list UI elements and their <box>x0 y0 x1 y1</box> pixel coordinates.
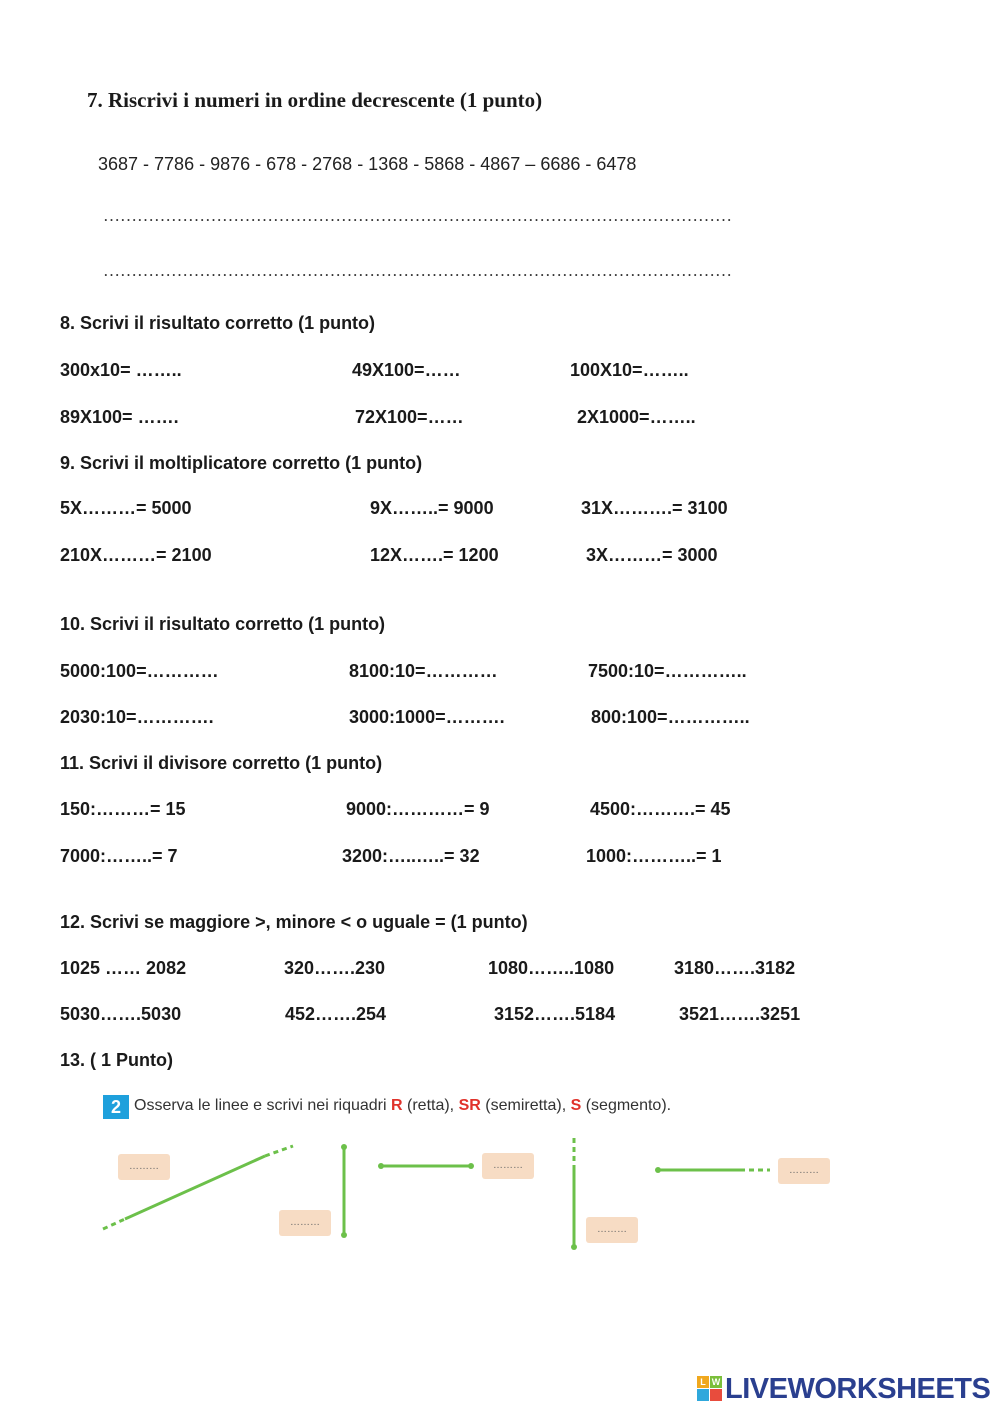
answer-box[interactable]: ……… <box>482 1153 534 1179</box>
q7-numbers: 3687 - 7786 - 9876 - 678 - 2768 - 1368 - 5868 - 4867 – 6686 - 6478 <box>98 154 637 174</box>
q9-cell[interactable]: 210X………= 2100 <box>60 545 212 565</box>
q7-answer-line-2[interactable]: ………………………………………………………………………………………………… <box>103 261 732 280</box>
q7-answer-line-1[interactable]: ………………………………………………………………………………………………… <box>103 206 732 225</box>
q11-cell[interactable]: 150:………= 15 <box>60 799 186 819</box>
q7-title: 7. Riscrivi i numeri in ordine decrescente (1 punto) <box>87 88 543 112</box>
logo-letter: L <box>697 1376 709 1388</box>
q8-cell[interactable]: 2X1000=…….. <box>577 407 696 427</box>
instruction-text: (segmento). <box>581 1097 672 1114</box>
instruction-text: (semiretta), <box>480 1097 571 1114</box>
q8-cell[interactable]: 49X100=…… <box>352 360 461 380</box>
q12-title: 12. Scrivi se maggiore >, minore < o uguale = (1 punto) <box>60 912 528 932</box>
q11-title: 11. Scrivi il divisore corretto (1 punto) <box>60 753 383 773</box>
q11-cell[interactable]: 7000:……..= 7 <box>60 846 178 866</box>
horizontal-ray <box>655 1167 770 1173</box>
logo-square <box>697 1389 709 1401</box>
q9-title: 9. Scrivi il moltiplicatore corretto (1 punto) <box>60 453 423 473</box>
label-sr: SR <box>458 1097 481 1114</box>
logo-letter: W <box>711 1377 721 1387</box>
q8-cell[interactable]: 300x10= …….. <box>60 360 182 380</box>
q9-cell[interactable]: 31X……….= 3100 <box>581 498 728 518</box>
exercise-number-badge: 2 <box>103 1095 129 1119</box>
q10-cell[interactable]: 2030:10=…………. <box>60 707 214 727</box>
q12-cell[interactable]: 1080……..1080 <box>488 958 615 978</box>
q11-cell[interactable]: 1000:………..= 1 <box>586 846 722 866</box>
q9-cell[interactable]: 3X………= 3000 <box>586 545 718 565</box>
q10-cell[interactable]: 800:100=………….. <box>591 707 750 727</box>
q12-cell[interactable]: 452…….254 <box>285 1004 387 1024</box>
q9-cell[interactable]: 5X………= 5000 <box>60 498 192 518</box>
q10-cell[interactable]: 5000:100=………… <box>60 661 219 681</box>
instruction-text: (retta), <box>402 1097 459 1114</box>
q12-cell[interactable]: 3180…….3182 <box>674 958 796 978</box>
q10-title: 10. Scrivi il risultato corretto (1 punto) <box>60 614 386 634</box>
q8-cell[interactable]: 89X100= ……. <box>60 407 179 427</box>
answer-box[interactable]: ……… <box>778 1158 830 1184</box>
q10-cell[interactable]: 3000:1000=………. <box>349 707 505 727</box>
q12-cell[interactable]: 1025 …… 2082 <box>60 958 187 978</box>
horizontal-segment <box>378 1163 474 1169</box>
label-s: S <box>570 1097 582 1114</box>
answer-box[interactable]: ……… <box>118 1154 170 1180</box>
q10-cell[interactable]: 7500:10=………….. <box>588 661 747 681</box>
q12-cell[interactable]: 5030…….5030 <box>60 1004 182 1024</box>
q8-cell[interactable]: 100X10=…….. <box>570 360 689 380</box>
liveworksheets-logo-text: LIVEWORKSHEETS <box>725 1373 991 1405</box>
q12-cell[interactable]: 320…….230 <box>284 958 386 978</box>
answer-box[interactable]: ……… <box>586 1217 638 1243</box>
q12-cell[interactable]: 3152…….5184 <box>494 1004 616 1024</box>
logo-square <box>710 1389 722 1401</box>
q11-cell[interactable]: 9000:…………= 9 <box>346 799 490 819</box>
label-r: R <box>391 1097 403 1114</box>
q10-cell[interactable]: 8100:10=………… <box>349 661 498 681</box>
q13-title: 13. ( 1 Punto) <box>60 1050 174 1070</box>
q12-cell[interactable]: 3521…….3251 <box>679 1004 801 1024</box>
q9-cell[interactable]: 12X…….= 1200 <box>370 545 499 565</box>
vertical-segment <box>341 1144 347 1238</box>
q9-cell[interactable]: 9X……..= 9000 <box>370 498 494 518</box>
q8-cell[interactable]: 72X100=…… <box>355 407 464 427</box>
q11-cell[interactable]: 4500:……….= 45 <box>590 799 731 819</box>
q8-title: 8. Scrivi il risultato corretto (1 punto) <box>60 313 376 333</box>
answer-box[interactable]: ……… <box>279 1210 331 1236</box>
vertical-ray <box>571 1138 577 1250</box>
liveworksheets-logo-icon <box>697 1376 723 1402</box>
q11-cell[interactable]: 3200:…..…..= 32 <box>342 846 480 866</box>
instruction-text: Osserva le linee e scrivi nei riquadri <box>134 1097 391 1114</box>
